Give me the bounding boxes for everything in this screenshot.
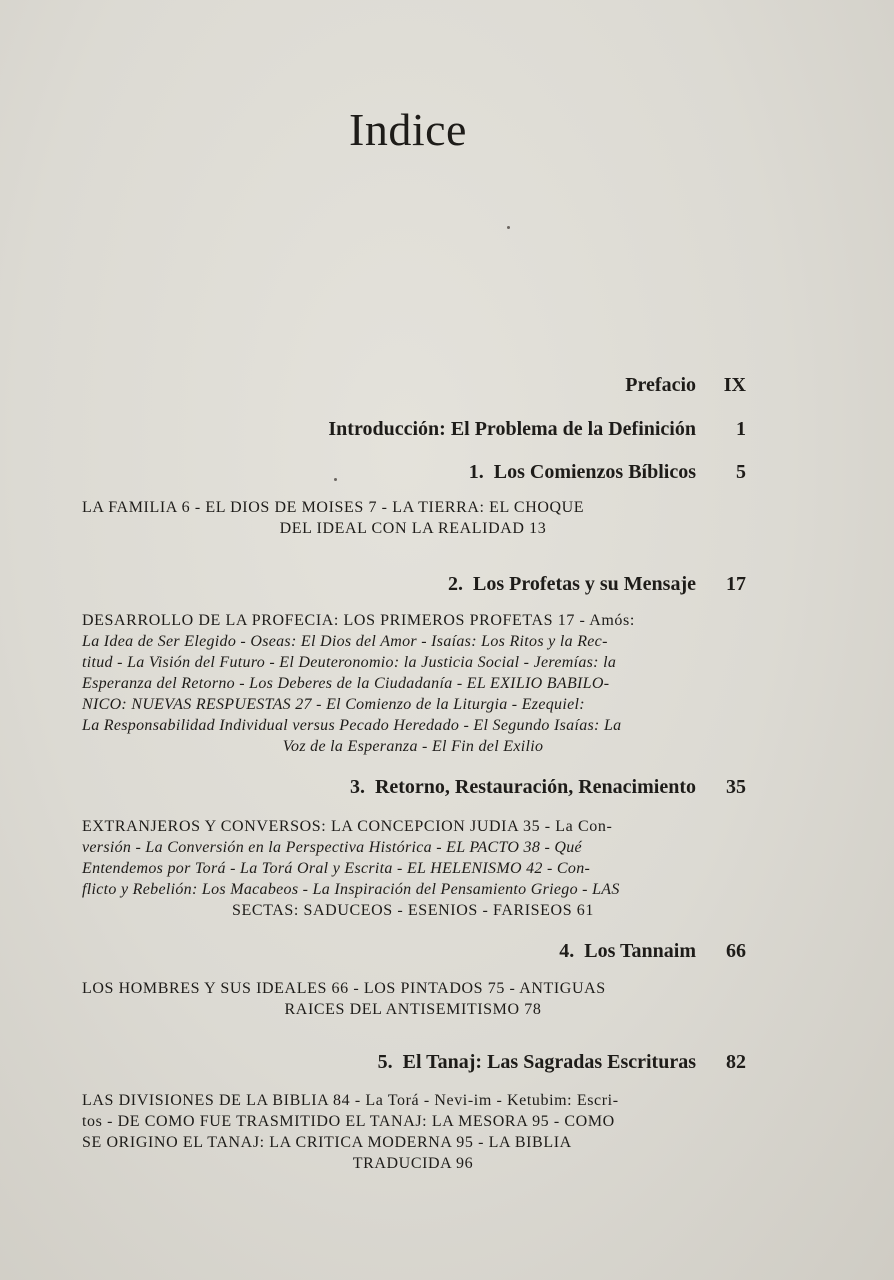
contents-line: Voz de la Esperanza - El Fin del Exilio	[282, 738, 544, 755]
toc-entry-introduccion[interactable]	[328, 418, 746, 441]
chapter-4-contents	[82, 978, 744, 1020]
entry-page: 82	[726, 1051, 746, 1073]
contents-line: Entendemos por Torá - La Torá Oral y Escrita - EL HELENISMO 42 - Con-	[82, 860, 591, 877]
entry-title: Prefacio	[625, 374, 696, 396]
contents-line: Esperanza del Retorno - Los Deberes de la Ciudadanía - EL EXILIO BABILO-	[82, 675, 610, 692]
paper-speck	[334, 478, 337, 481]
entry-page: IX	[723, 374, 746, 396]
entry-page: 35	[726, 776, 746, 798]
contents-line: La Idea de Ser Elegido - Oseas: El Dios del Amor - Isaías: Los Ritos y la Rec-	[82, 633, 608, 650]
chapter-3-contents	[82, 816, 744, 921]
toc-chapter-3[interactable]	[350, 776, 746, 799]
contents-line: DESARROLLO DE LA PROFECIA: LOS PRIMEROS PROFETAS 17 - Amós:	[82, 612, 635, 629]
contents-line: tos - DE COMO FUE TRASMITIDO EL TANAJ: LA MESORA 95 - COMO	[82, 1113, 615, 1130]
chapter-1-contents	[82, 497, 744, 539]
contents-line: RAICES DEL ANTISEMITISMO 78	[284, 1001, 542, 1018]
contents-line: NICO: NUEVAS RESPUESTAS 27 - El Comienzo de la Liturgia - Ezequiel:	[82, 696, 585, 713]
chapter-number: 1.	[468, 461, 484, 483]
toc-entry-prefacio[interactable]	[625, 374, 746, 397]
entry-title: Retorno, Restauración, Renacimiento	[374, 776, 696, 798]
chapter-number: 4.	[559, 940, 575, 962]
chapter-number: 3.	[349, 776, 365, 798]
contents-line: La Responsabilidad Individual versus Pecado Heredado - El Segundo Isaías: La	[82, 717, 622, 734]
entry-title: Los Tannaim	[584, 940, 696, 962]
contents-line: versión - La Conversión en la Perspectiva Histórica - EL PACTO 38 - Qué	[82, 839, 582, 856]
entry-page: 66	[726, 940, 746, 962]
chapter-number: 5.	[377, 1051, 393, 1073]
contents-line: SECTAS: SADUCEOS - ESENIOS - FARISEOS 61	[231, 902, 595, 919]
contents-line: TRADUCIDA 96	[352, 1155, 474, 1172]
page-title: Indice	[349, 103, 467, 155]
entry-page: 17	[726, 573, 746, 595]
entry-title: Los Profetas y su Mensaje	[473, 573, 696, 595]
entry-page: 5	[736, 461, 746, 483]
entry-title: Introducción: El Problema de la Definición	[328, 418, 696, 440]
contents-line: flicto y Rebelión: Los Macabeos - La Inspiración del Pensamiento Griego - LAS	[82, 881, 620, 898]
contents-line: LOS HOMBRES Y SUS IDEALES 66 - LOS PINTADOS 75 - ANTIGUAS	[82, 980, 606, 997]
contents-line: LA FAMILIA 6 - EL DIOS DE MOISES 7 - LA TIERRA: EL CHOQUE	[82, 499, 585, 516]
entry-page: 1	[736, 418, 746, 440]
contents-line: SE ORIGINO EL TANAJ: LA CRITICA MODERNA 95 - LA BIBLIA	[82, 1134, 572, 1151]
toc-chapter-1[interactable]	[469, 461, 746, 484]
toc-chapter-5[interactable]	[378, 1051, 746, 1074]
contents-line: LAS DIVISIONES DE LA BIBLIA 84 - La Torá - Nevi-im - Ketubim: Escri-	[82, 1092, 619, 1109]
chapter-2-contents	[82, 610, 744, 757]
paper-speck	[507, 226, 510, 229]
contents-line: DEL IDEAL CON LA REALIDAD 13	[279, 520, 547, 537]
contents-line: titud - La Visión del Futuro - El Deuteronomio: la Justicia Social - Jeremías: la	[82, 654, 617, 671]
contents-line: EXTRANJEROS Y CONVERSOS: LA CONCEPCION JUDIA 35 - La Con-	[82, 818, 613, 835]
chapter-5-contents	[82, 1090, 744, 1174]
entry-title: Los Comienzos Bíblicos	[493, 461, 696, 483]
toc-chapter-2[interactable]	[448, 573, 746, 596]
chapter-number: 2.	[448, 573, 464, 595]
entry-title: El Tanaj: Las Sagradas Escrituras	[402, 1051, 696, 1073]
toc-chapter-4[interactable]	[559, 940, 746, 963]
